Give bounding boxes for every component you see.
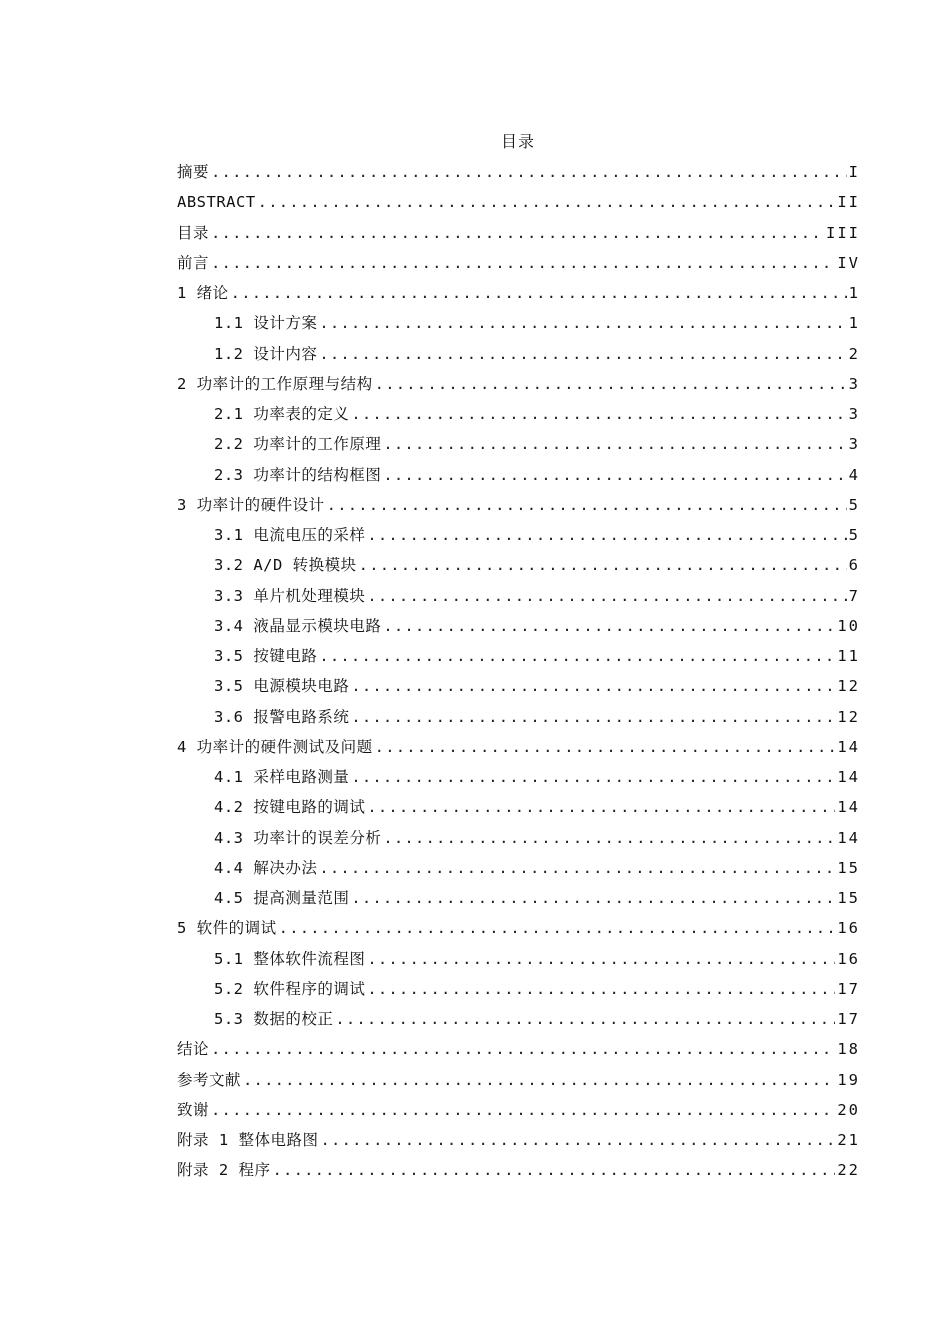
toc-entry-page: 14 — [837, 768, 860, 786]
toc-entry-label: 3.5 电源模块电路 — [214, 677, 350, 696]
toc-entry-page: 1 — [848, 284, 860, 302]
toc-entry-label: 3.1 电流电压的采样 — [214, 526, 366, 544]
toc-leader-dots — [375, 369, 847, 399]
table-of-contents — [177, 157, 860, 1186]
toc-entry-page: 16 — [837, 949, 860, 968]
toc-leader-dots — [211, 248, 835, 278]
toc-leader-dots — [319, 853, 835, 883]
toc-leader-dots — [243, 1065, 835, 1095]
toc-leader-dots — [367, 792, 835, 822]
toc-leader-dots — [319, 308, 846, 338]
toc-leader-dots — [273, 1155, 836, 1185]
toc-leader-dots — [211, 218, 824, 248]
toc-entry-page: 12 — [837, 677, 860, 696]
toc-entry-page: 3 — [848, 435, 860, 454]
toc-entry[interactable] — [177, 339, 860, 369]
toc-entry-label: 1 绪论 — [177, 284, 229, 302]
toc-entry-label: 4.5 提高测量范围 — [214, 889, 350, 907]
toc-entry[interactable] — [177, 944, 860, 974]
toc-entry-label: 3.5 按键电路 — [214, 647, 318, 665]
toc-entry[interactable] — [177, 792, 860, 822]
toc-leader-dots — [211, 1034, 835, 1064]
toc-entry-label: 致谢 — [177, 1100, 210, 1119]
toc-entry-label: 2 功率计的工作原理与结构 — [177, 374, 373, 393]
toc-leader-dots — [367, 581, 846, 611]
toc-leader-dots — [383, 460, 846, 490]
toc-entry-label: 3.6 报警电路系统 — [214, 707, 350, 726]
toc-entry[interactable] — [177, 732, 860, 762]
toc-entry-page: III — [826, 223, 860, 242]
toc-entry-page: 11 — [837, 647, 860, 665]
toc-entry-page: 15 — [837, 889, 860, 907]
toc-entry-label: 参考文献 — [177, 1070, 242, 1089]
toc-leader-dots — [375, 732, 836, 762]
toc-entry-label: 3.4 液晶显示模块电路 — [214, 616, 382, 635]
toc-leader-dots — [367, 520, 846, 550]
toc-entry-page: 17 — [837, 979, 860, 998]
toc-entry[interactable] — [177, 1095, 860, 1125]
toc-leader-dots — [383, 823, 835, 853]
toc-entry-page: 4 — [848, 465, 860, 484]
toc-entry-page: 16 — [837, 919, 860, 938]
toc-entry-page: II — [837, 193, 860, 212]
toc-entry-label: 摘要 — [177, 163, 210, 181]
toc-entry-page: 17 — [837, 1010, 860, 1028]
toc-entry[interactable] — [177, 187, 860, 217]
toc-entry-page: 21 — [837, 1131, 860, 1149]
toc-entry-label: ABSTRACT — [177, 193, 256, 212]
toc-leader-dots — [258, 187, 836, 217]
toc-entry[interactable] — [177, 823, 860, 853]
toc-title: 目录 — [500, 132, 535, 151]
toc-entry[interactable] — [177, 218, 860, 248]
toc-entry[interactable] — [177, 671, 860, 701]
toc-entry[interactable] — [177, 1034, 860, 1064]
toc-entry-label: 结论 — [177, 1040, 210, 1059]
toc-entry-label: 5 软件的调试 — [177, 919, 277, 938]
toc-leader-dots — [321, 1125, 836, 1155]
toc-entry[interactable] — [177, 399, 860, 429]
toc-leader-dots — [383, 611, 835, 641]
toc-entry[interactable] — [177, 913, 860, 943]
toc-entry[interactable] — [177, 520, 860, 550]
toc-entry-label: 目录 — [177, 223, 210, 242]
toc-entry-page: 10 — [837, 616, 860, 635]
toc-entry[interactable] — [177, 974, 860, 1004]
toc-leader-dots — [367, 944, 835, 974]
toc-entry-page: 6 — [848, 556, 860, 575]
toc-entry-page: 14 — [837, 737, 860, 756]
toc-entry-label: 1.1 设计方案 — [214, 314, 318, 333]
toc-entry[interactable] — [177, 611, 860, 641]
toc-leader-dots — [367, 974, 835, 1004]
toc-entry-page: 12 — [837, 707, 860, 726]
toc-entry-label: 4.2 按键电路的调试 — [214, 798, 366, 817]
toc-entry-label: 4.1 采样电路测量 — [214, 768, 350, 786]
toc-entry-label: 2.3 功率计的结构框图 — [214, 465, 382, 484]
toc-leader-dots — [359, 550, 847, 580]
toc-leader-dots — [351, 671, 835, 701]
toc-entry-label: 附录 1 整体电路图 — [177, 1131, 319, 1149]
toc-entry[interactable] — [177, 490, 860, 520]
toc-entry[interactable] — [177, 1155, 860, 1185]
toc-entry-label: 5.1 整体软件流程图 — [214, 949, 366, 968]
toc-entry-label: 前言 — [177, 253, 210, 272]
toc-leader-dots — [279, 913, 836, 943]
toc-entry[interactable] — [177, 1125, 860, 1155]
toc-entry-page: 1 — [848, 314, 860, 333]
toc-entry-page: 3 — [848, 405, 860, 423]
toc-entry-label: 4.4 解决办法 — [214, 858, 318, 877]
toc-leader-dots — [231, 278, 847, 308]
toc-entry-page: 20 — [837, 1100, 860, 1119]
toc-entry-page: 22 — [837, 1161, 860, 1180]
toc-entry[interactable] — [177, 308, 860, 338]
toc-entry[interactable] — [177, 550, 860, 580]
toc-entry[interactable] — [177, 702, 860, 732]
toc-leader-dots — [335, 1004, 835, 1034]
toc-entry-page: 14 — [837, 798, 860, 817]
toc-entry-label: 3.2 A/D 转换模块 — [214, 556, 357, 575]
toc-leader-dots — [351, 883, 835, 913]
toc-entry-label: 1.2 设计内容 — [214, 344, 318, 363]
toc-entry-label: 2.2 功率计的工作原理 — [214, 435, 382, 454]
toc-entry[interactable] — [177, 429, 860, 459]
toc-leader-dots — [383, 429, 846, 459]
toc-entry-label: 5.3 数据的校正 — [214, 1010, 334, 1028]
toc-entry[interactable] — [177, 248, 860, 278]
toc-leader-dots — [351, 399, 846, 429]
toc-leader-dots — [327, 490, 847, 520]
toc-entry[interactable] — [177, 460, 860, 490]
toc-entry-page: 2 — [848, 344, 860, 363]
toc-entry-label: 5.2 软件程序的调试 — [214, 979, 366, 998]
toc-entry[interactable] — [177, 1004, 860, 1034]
toc-leader-dots — [319, 339, 846, 369]
toc-entry[interactable] — [177, 883, 860, 913]
toc-leader-dots — [211, 157, 847, 187]
toc-entry[interactable] — [177, 641, 860, 671]
toc-entry[interactable] — [177, 581, 860, 611]
toc-entry-label: 附录 2 程序 — [177, 1161, 271, 1180]
toc-entry[interactable] — [177, 157, 860, 187]
toc-entry-label: 3.3 单片机处理模块 — [214, 586, 366, 605]
toc-leader-dots — [351, 762, 835, 792]
toc-entry-label: 4 功率计的硬件测试及问题 — [177, 737, 373, 756]
toc-entry-page: 19 — [837, 1070, 860, 1089]
toc-entry[interactable] — [177, 1065, 860, 1095]
toc-entry-label: 2.1 功率表的定义 — [214, 405, 350, 423]
toc-leader-dots — [211, 1095, 835, 1125]
toc-entry-page: 5 — [848, 495, 860, 514]
toc-entry[interactable] — [177, 278, 860, 308]
toc-entry-page: 7 — [848, 586, 860, 605]
toc-entry[interactable] — [177, 369, 860, 399]
toc-entry-page: 14 — [837, 828, 860, 847]
toc-entry-page: IV — [837, 253, 860, 272]
toc-entry[interactable] — [177, 762, 860, 792]
toc-entry-page: 15 — [837, 858, 860, 877]
toc-entry-label: 4.3 功率计的误差分析 — [214, 828, 382, 847]
toc-entry-page: 18 — [837, 1040, 860, 1059]
toc-entry-page: 3 — [848, 374, 860, 393]
toc-entry-label: 3 功率计的硬件设计 — [177, 495, 325, 514]
toc-leader-dots — [319, 641, 835, 671]
toc-entry[interactable] — [177, 853, 860, 883]
toc-entry-page: I — [848, 163, 860, 181]
toc-leader-dots — [351, 702, 835, 732]
toc-entry-page: 5 — [848, 526, 860, 544]
